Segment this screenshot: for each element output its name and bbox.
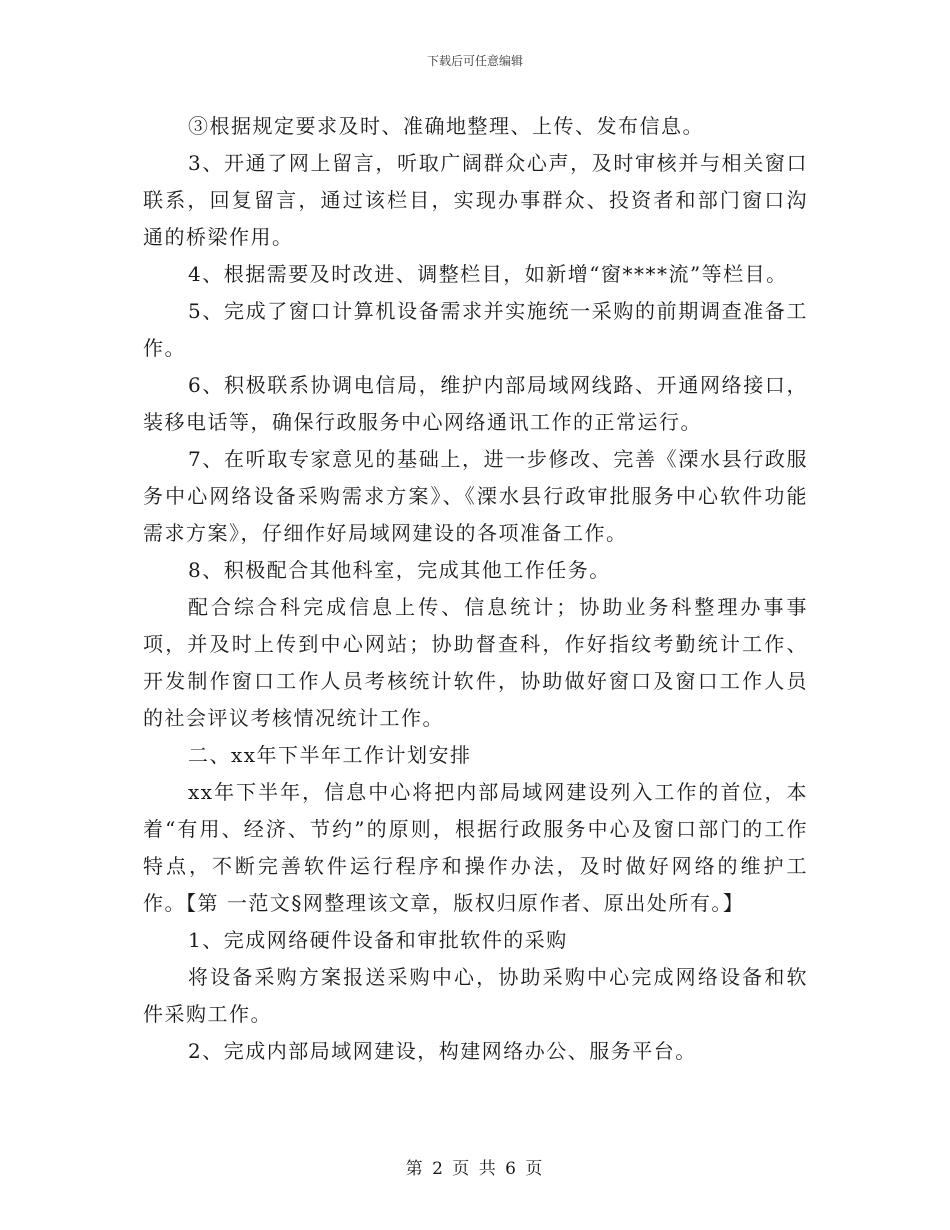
paragraph: 3、开通了网上留言，听取广阔群众心声，及时审核并与相关窗口联系，回复留言，通过该栏目，实现办事群众、投资者和部门窗口沟通的桥梁作用。 — [143, 151, 808, 249]
paragraph: 6、积极联系协调电信局，维护内部局域网线路、开通网络接口，装移电话等，确保行政服务中心网络通讯工作的正常运行。 — [143, 373, 808, 434]
paragraph: 8、积极配合其他科室，完成其他工作任务。 — [188, 558, 611, 582]
paragraph: 二、xx年下半年工作计划安排 — [188, 743, 472, 767]
paragraph: xx年下半年，信息中心将把内部局域网建设列入工作的首位，本着“有用、经济、节约”的原则，根据行政服务中心及窗口部门的工作特点，不断完善软件运行程序和操作办法，及时做好网络的维护工作。【第 一范文§网整理该文章，版权归原作者、原出处所有。】 — [143, 780, 808, 915]
page-number: 第 2 页 共 6 页 — [405, 1159, 545, 1179]
document-body — [143, 108, 808, 1070]
paragraph: 将设备采购方案报送采购中心，协助采购中心完成网络设备和软件采购工作。 — [143, 965, 808, 1026]
paragraph: 配合综合科完成信息上传、信息统计；协助业务科整理办事事项，并及时上传到中心网站；协助督查科，作好指纹考勤统计工作、开发制作窗口工作人员考核统计软件，协助做好窗口及窗口工作人员的社会评议考核情况统计工作。 — [143, 595, 808, 730]
paragraph: ③根据规定要求及时、准确地整理、上传、发布信息。 — [188, 114, 704, 138]
paragraph: 1、完成网络硬件设备和审批软件的采购 — [188, 928, 568, 952]
paragraph: 2、完成内部局域网建设，构建网络办公、服务平台。 — [188, 1039, 697, 1063]
paragraph: 5、完成了窗口计算机设备需求并实施统一采购的前期调查准备工作。 — [143, 299, 808, 360]
page-header: 下载后可任意编辑 — [426, 54, 523, 68]
paragraph: 4、根据需要及时改进、调整栏目，如新增“窗****流”等栏目。 — [188, 262, 788, 286]
paragraph: 7、在听取专家意见的基础上，进一步修改、完善《溧水县行政服务中心网络设备采购需求方案》、《溧水县行政审批服务中心软件功能需求方案》，仔细作好局域网建设的各项准备工作。 — [143, 447, 808, 545]
